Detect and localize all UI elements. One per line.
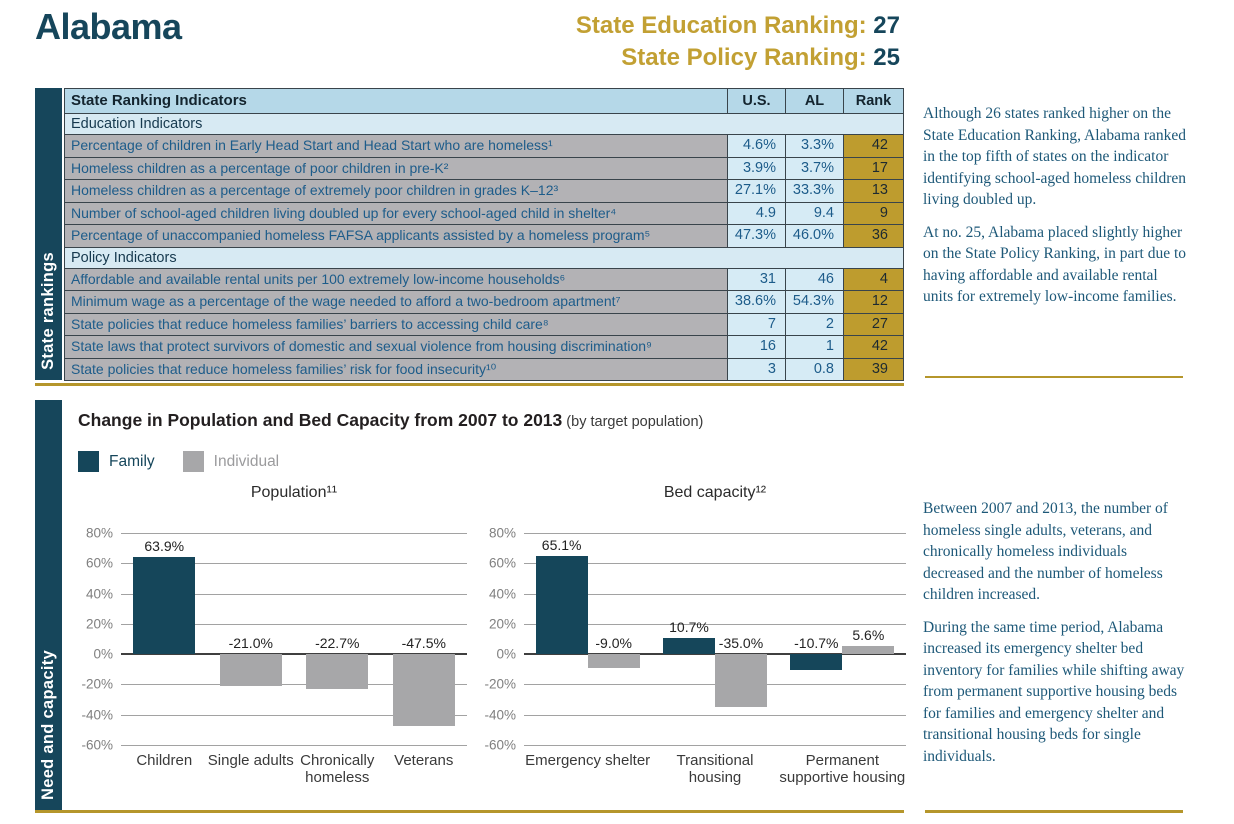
category-slot [381, 533, 468, 745]
chart-plot-area [478, 525, 906, 753]
y-tick-label: -40% [81, 707, 113, 723]
table-row [65, 269, 903, 292]
table-section-row: Education Indicators [65, 114, 903, 135]
rankings-note-p1: Although 26 states ranked higher on the State Education Ranking, Alabama ranked in the top fifth of states on the indicator identifying school-aged homeless children living doubled up. [923, 105, 1187, 208]
y-tick-label: 80% [488, 525, 516, 541]
y-tick-label: 40% [85, 586, 113, 602]
indicator-label: Homeless children as a percentage of extremely poor children in grades K–12³ [65, 180, 727, 202]
category-slot [524, 533, 651, 745]
bar-individual [393, 654, 455, 726]
category-label: Children [136, 752, 193, 769]
category-slot [651, 533, 778, 745]
rank-value: 42 [843, 135, 903, 157]
capacity-title-suffix: (by target population) [562, 414, 704, 430]
bar-column [790, 533, 842, 745]
bar-slots [524, 533, 906, 745]
table-row [65, 359, 903, 382]
al-value: 33.3% [785, 180, 843, 202]
gold-rule-table [35, 383, 904, 386]
y-tick-label: 20% [488, 616, 516, 632]
gold-rule-note1 [925, 376, 1183, 378]
category-labels [524, 752, 906, 786]
bar-individual [842, 646, 894, 654]
table-row [65, 158, 903, 181]
category-slot [294, 533, 381, 745]
bar-individual [306, 654, 368, 688]
bar-value-label: -35.0% [718, 635, 764, 652]
legend-label: Individual [213, 452, 280, 470]
bar-value-label: 10.7% [669, 618, 709, 635]
bar-value-label: -21.0% [228, 635, 273, 652]
category-slot [121, 533, 208, 745]
y-tick-label: 60% [488, 555, 516, 571]
gold-rule-charts [35, 810, 904, 813]
plot [121, 533, 467, 745]
need-capacity-sidebar [35, 400, 62, 810]
legend-label: Family [109, 452, 155, 470]
al-value: 46.0% [785, 225, 843, 247]
us-value: 4.6% [727, 135, 785, 157]
table-row [65, 180, 903, 203]
category-label: Single adults [207, 752, 294, 769]
table-row [65, 291, 903, 314]
indicator-label: Number of school-aged children living doubled up for every school-aged child in shelter⁴ [65, 203, 727, 225]
al-value: 3.3% [785, 135, 843, 157]
bar-value-label: 5.6% [852, 626, 885, 643]
category-label: Emergency shelter [525, 752, 651, 769]
rank-value: 39 [843, 359, 903, 381]
category-label: Transitional housing [676, 752, 754, 786]
state-rankings-sidebar-label: State rankings [39, 252, 57, 370]
grid-line [121, 745, 467, 746]
rankings-note-p2: At no. 25, Alabama placed slightly higher on the State Policy Ranking, in part due to having affordable and available rental units for extremely low-income families. [923, 223, 1187, 305]
bar-column [663, 533, 715, 745]
rank-value: 42 [843, 336, 903, 358]
us-value: 16 [727, 336, 785, 358]
al-value: 0.8 [785, 359, 843, 381]
rank-value: 27 [843, 314, 903, 336]
bar-column [393, 533, 455, 745]
bar-column [715, 533, 767, 745]
grid-line [524, 745, 906, 746]
y-tick-label: 20% [85, 616, 113, 632]
policy-ranking-value: 25 [873, 44, 900, 71]
column-al: AL [785, 89, 843, 113]
us-value: 3.9% [727, 158, 785, 180]
y-tick-label: 60% [85, 555, 113, 571]
y-tick-label: 0% [496, 646, 516, 662]
al-value: 1 [785, 336, 843, 358]
rank-value: 36 [843, 225, 903, 247]
us-value: 38.6% [727, 291, 785, 313]
indicator-label: Homeless children as a percentage of poor children in pre-K² [65, 158, 727, 180]
gold-rule-note2 [925, 810, 1183, 813]
capacity-note [923, 498, 1191, 767]
family-swatch-icon [78, 451, 99, 472]
indicator-label: Minimum wage as a percentage of the wage needed to afford a two-bedroom apartment⁷ [65, 291, 727, 313]
y-axis [75, 525, 121, 753]
category-slot [208, 533, 295, 745]
bar-column [220, 533, 282, 745]
y-tick-label: -60% [81, 737, 113, 753]
bar-family [133, 557, 195, 654]
al-value: 54.3% [785, 291, 843, 313]
table-row [65, 203, 903, 226]
table-header-row [65, 89, 903, 114]
indicator-label: State laws that protect survivors of domestic and sexual violence from housing discrimination⁹ [65, 336, 727, 358]
capacity-panel-title [78, 410, 703, 431]
y-axis [478, 525, 524, 753]
capacity-note-p2: During the same time period, Alabama increased its emergency shelter bed inventory for families while shifting away from permanent supportive housing beds for families and emergency shelter and transitional housing beds for single individuals. [923, 618, 1185, 765]
table-row [65, 225, 903, 248]
bar-individual [715, 654, 767, 707]
bar-family [663, 638, 715, 654]
bar-value-label: -22.7% [315, 635, 360, 652]
y-tick-label: 80% [85, 525, 113, 541]
al-value: 46 [785, 269, 843, 291]
page-title: Alabama [35, 6, 182, 47]
education-ranking [500, 10, 900, 42]
rank-value: 12 [843, 291, 903, 313]
bar-column [842, 533, 894, 745]
population-chart [75, 484, 467, 786]
policy-ranking [500, 42, 900, 74]
al-value: 9.4 [785, 203, 843, 225]
rankings-note [923, 103, 1191, 308]
indicator-label: Percentage of children in Early Head Start and Head Start who are homeless¹ [65, 135, 727, 157]
y-tick-label: -20% [484, 676, 516, 692]
y-tick-label: 40% [488, 586, 516, 602]
category-slot [779, 533, 906, 745]
rank-value: 4 [843, 269, 903, 291]
y-tick-label: -20% [81, 676, 113, 692]
bar-individual [588, 654, 640, 668]
us-value: 27.1% [727, 180, 785, 202]
chart-title: Population¹¹ [250, 484, 338, 501]
indicator-label: State policies that reduce homeless families’ risk for food insecurity¹⁰ [65, 359, 727, 381]
bar-value-label: -47.5% [401, 635, 446, 652]
column-us: U.S. [727, 89, 785, 113]
need-capacity-sidebar-label: Need and capacity [39, 650, 57, 800]
y-tick-label: -60% [484, 737, 516, 753]
us-value: 47.3% [727, 225, 785, 247]
capacity-note-p1: Between 2007 and 2013, the number of homeless single adults, veterans, and chronically homeless individuals decreased and the number of homeless children increased. [923, 500, 1168, 603]
rank-value: 17 [843, 158, 903, 180]
bar-value-label: -9.0% [595, 635, 632, 652]
table-row [65, 336, 903, 359]
education-ranking-label: State Education Ranking: [575, 12, 867, 39]
bar-value-label: -10.7% [794, 635, 839, 652]
column-indicator: State Ranking Indicators [71, 92, 247, 109]
bed-capacity-chart [478, 484, 906, 786]
us-value: 3 [727, 359, 785, 381]
bar-value-label: 65.1% [541, 536, 582, 553]
indicator-label: Affordable and available rental units per 100 extremely low-income households⁶ [65, 269, 727, 291]
chart-title: Bed capacity¹² [663, 484, 767, 501]
bar-family [790, 654, 842, 670]
category-label: Permanent supportive housing [779, 752, 906, 786]
plot [524, 533, 906, 745]
individual-swatch-icon [183, 451, 204, 472]
state-rankings-header [500, 10, 900, 74]
table-row [65, 314, 903, 337]
education-ranking-value: 27 [873, 12, 900, 39]
state-rankings-sidebar [35, 88, 62, 380]
bar-individual [220, 654, 282, 686]
y-tick-label: 0% [93, 646, 113, 662]
chart-legend [78, 451, 279, 472]
us-value: 31 [727, 269, 785, 291]
al-value: 2 [785, 314, 843, 336]
us-value: 7 [727, 314, 785, 336]
category-labels [121, 752, 467, 786]
ranking-table-rows [65, 114, 903, 381]
legend-item-family [78, 451, 155, 472]
al-value: 3.7% [785, 158, 843, 180]
bar-value-label: 63.9% [144, 538, 185, 555]
rank-value: 13 [843, 180, 903, 202]
bar-slots [121, 533, 467, 745]
category-label: Veterans [394, 752, 454, 769]
table-row [65, 135, 903, 158]
category-label: Chronically homeless [300, 752, 375, 786]
table-section-row: Policy Indicators [65, 248, 903, 269]
bar-column [306, 533, 368, 745]
bar-family [536, 556, 588, 655]
policy-ranking-label: State Policy Ranking: [621, 44, 867, 71]
y-tick-label: -40% [484, 707, 516, 723]
bar-column [588, 533, 640, 745]
bar-column [536, 533, 588, 745]
column-rank: Rank [843, 89, 903, 113]
chart-plot-area [75, 525, 467, 753]
capacity-title-main: Change in Population and Bed Capacity from 2007 to 2013 [78, 410, 563, 430]
us-value: 4.9 [727, 203, 785, 225]
indicator-label: State policies that reduce homeless families’ barriers to accessing child care⁸ [65, 314, 727, 336]
indicator-label: Percentage of unaccompanied homeless FAFSA applicants assisted by a homeless program⁵ [65, 225, 727, 247]
ranking-table [64, 88, 904, 381]
rank-value: 9 [843, 203, 903, 225]
legend-item-individual [183, 451, 280, 472]
bar-column [133, 533, 195, 745]
